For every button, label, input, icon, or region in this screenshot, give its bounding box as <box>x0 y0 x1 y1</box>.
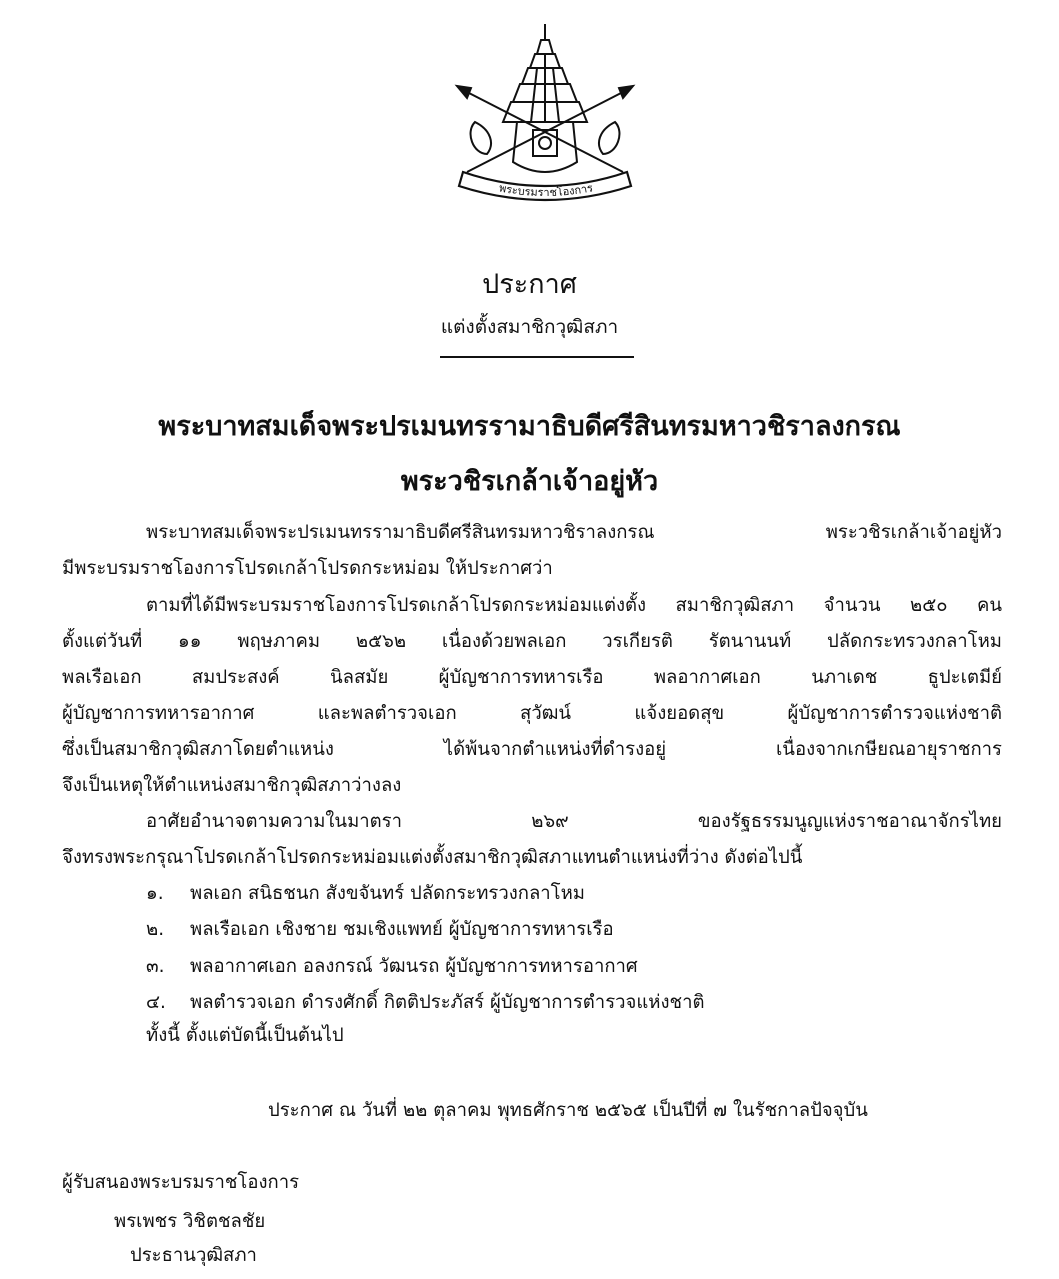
countersign-name: พรเพชร วิชิตชลชัย <box>114 1211 266 1232</box>
paragraph-2-line-4: ผู้บัญชาการทหารอากาศ และพลตำรวจเอก สุวัฒน์ แจ้งยอดสุข ผู้บัญชาการตำรวจแห่งชาติ <box>62 703 1002 724</box>
appointee-item: พลตำรวจเอก ดำรงศักดิ์ กิตติประภัสร์ ผู้บัญชาการตำรวจแห่งชาติ <box>190 992 705 1013</box>
appointee-number: ๒. <box>146 919 165 940</box>
announcement-subtitle: แต่งตั้งสมาชิกวุฒิสภา <box>440 316 619 338</box>
paragraph-1-line-1: พระบาทสมเด็จพระปรเมนทรรามาธิบดีศรีสินทรมหาวชิราลงกรณ พระวชิรเกล้าเจ้าอยู่หัว <box>146 522 1002 543</box>
king-title-line-2: พระวชิรเกล้าเจ้าอยู่หัว <box>400 466 659 497</box>
emblem-motto: พระบรมราชโองการ <box>497 181 594 200</box>
paragraph-3-line-1: อาศัยอำนาจตามความในมาตรา ๒๖๙ ของรัฐธรรมนูญแห่งราชอาณาจักรไทย <box>146 811 1002 832</box>
appointee-number: ๓. <box>146 956 165 977</box>
paragraph-2-line-3: พลเรือเอก สมประสงค์ นิลสมัย ผู้บัญชาการทหารเรือ พลอากาศเอก นภาเดช ธูปะเตมีย์ <box>62 667 1002 688</box>
appointee-number: ๔. <box>146 992 166 1013</box>
paragraph-2-line-5: ซึ่งเป็นสมาชิกวุฒิสภาโดยตำแหน่ง ได้พ้นจากตำแหน่งที่ดำรงอยู่ เนื่องจากเกษียณอายุราชการ <box>62 739 1002 760</box>
paragraph-3-line-2: จึงทรงพระกรุณาโปรดเกล้าโปรดกระหม่อมแต่งตั้งสมาชิกวุฒิสภาแทนตำแหน่งที่ว่าง ดังต่อไปนี้ <box>62 847 803 868</box>
paragraph-2-line-2: ตั้งแต่วันที่ ๑๑ พฤษภาคม ๒๕๖๒ เนื่องด้วยพลเอก วรเกียรติ รัตนานนท์ ปลัดกระทรวงกลาโหม <box>62 631 1002 652</box>
king-title-line-1: พระบาทสมเด็จพระปรเมนทรรามาธิบดีศรีสินทรมหาวชิราลงกรณ <box>158 411 901 442</box>
paragraph-2-line-6: จึงเป็นเหตุให้ตำแหน่งสมาชิกวุฒิสภาว่างลง <box>62 775 402 796</box>
countersign-role: ผู้รับสนองพระบรมราชโองการ <box>62 1172 300 1193</box>
appointee-number: ๑. <box>146 883 164 904</box>
announcement-title: ประกาศ <box>482 269 577 300</box>
paragraph-1-line-2: มีพระบรมราชโองการโปรดเกล้าโปรดกระหม่อม ให้ประกาศว่า <box>62 558 553 579</box>
royal-emblem-icon <box>445 22 645 212</box>
appointee-item: พลอากาศเอก อลงกรณ์ วัฒนรถ ผู้บัญชาการทหารอากาศ <box>190 956 638 977</box>
appointee-item: พลเอก สนิธชนก สังขจันทร์ ปลัดกระทรวงกลาโหม <box>190 883 586 904</box>
title-divider <box>440 356 634 358</box>
closing-line: ทั้งนี้ ตั้งแต่บัดนี้เป็นต้นไป <box>146 1025 344 1046</box>
countersign-title: ประธานวุฒิสภา <box>130 1245 257 1266</box>
paragraph-2-line-1: ตามที่ได้มีพระบรมราชโองการโปรดเกล้าโปรดกระหม่อมแต่งตั้ง สมาชิกวุฒิสภา จำนวน ๒๕๐ คน <box>146 595 1002 616</box>
appointee-item: พลเรือเอก เชิงชาย ชมเชิงแพทย์ ผู้บัญชาการทหารเรือ <box>190 919 614 940</box>
announcement-date: ประกาศ ณ วันที่ ๒๒ ตุลาคม พุทธศักราช ๒๕๖๕ เป็นปีที่ ๗ ในรัชกาลปัจจุบัน <box>268 1100 868 1121</box>
